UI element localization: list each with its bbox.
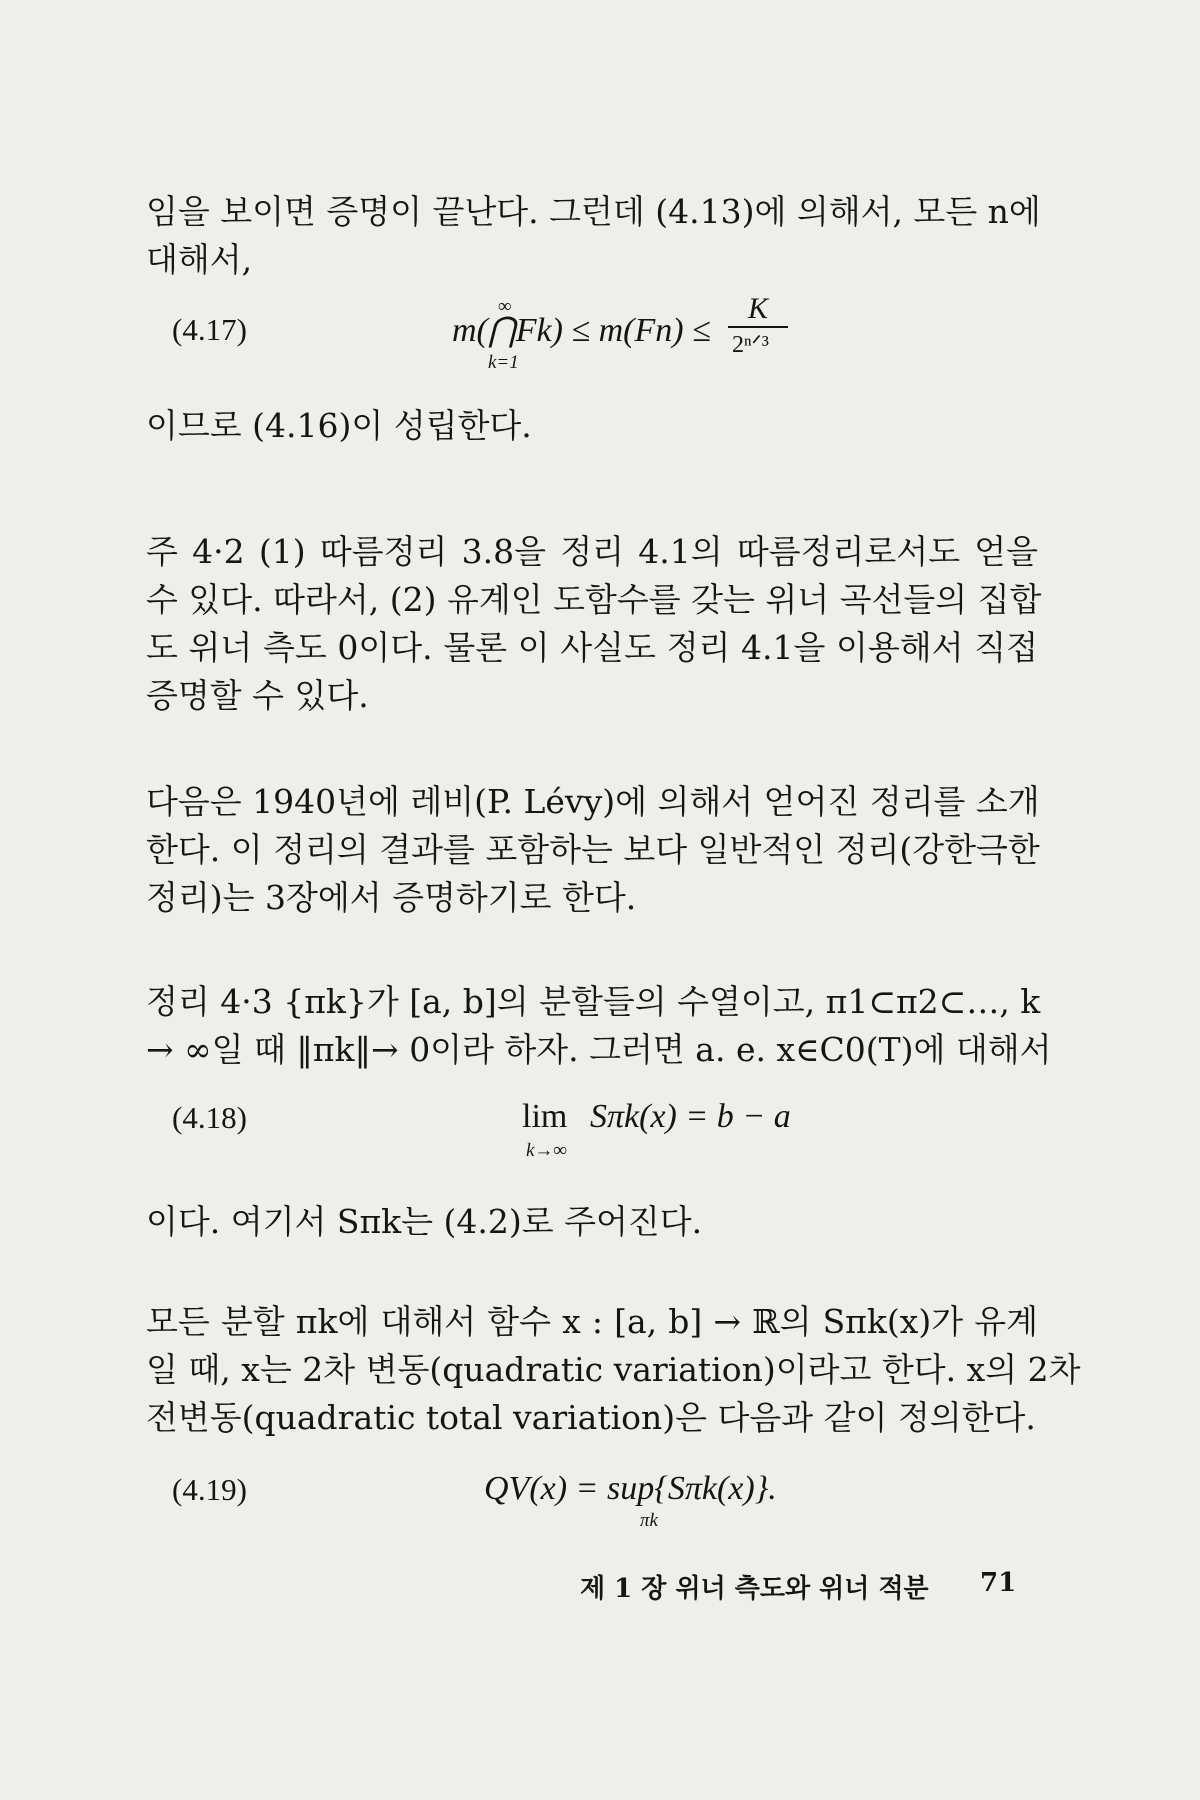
paragraph-line: 한다. 이 정리의 결과를 포함하는 보다 일반적인 정리(강한극한 [146,830,1040,869]
equation-number: (4.18) [172,1100,247,1135]
equation-number: (4.17) [172,312,247,347]
paragraph-line: 전변동(quadratic total variation)은 다음과 같이 정의한다. [146,1398,1036,1437]
equation-4-18: Sπk(x) = b − a [590,1098,791,1135]
limit-operator: lim [522,1098,568,1135]
limit-subscript: k→∞ [526,1140,567,1161]
paragraph-line: 일 때, x는 2차 변동(quadratic variation)이라고 한다. x의 2차 [146,1350,1081,1389]
remark-line: 수 있다. 따라서, (2) 유계인 도함수를 갖는 위너 곡선들의 집합 [146,580,1042,619]
equation-number: (4.19) [172,1472,247,1507]
fraction-numerator: K [748,292,769,325]
running-title: 제 1 장 위너 측도와 위너 적분 [580,1574,929,1604]
theorem-line: → ∞일 때 ‖πk‖→ 0이라 하자. 그러면 a. e. x∈C0(T)에 대해서 [146,1030,1052,1069]
theorem-line: 정리 4·3 {πk}가 [a, b]의 분할들의 수열이고, π1⊂π2⊂…, k [146,982,1041,1021]
fraction-denominator: 2ⁿᐟ³ [732,332,769,358]
paragraph-line: 이므로 (4.16)이 성립한다. [146,406,532,445]
remark-line: 도 위너 측도 0이다. 물론 이 사실도 정리 4.1을 이용해서 직접 [146,628,1038,667]
paragraph-line: 이다. 여기서 Sπk는 (4.2)로 주어진다. [146,1202,703,1241]
sup-subscript: πk [640,1510,658,1531]
paragraph-line: 다음은 1940년에 레비(P. Lévy)에 의해서 얻어진 정리를 소개 [146,782,1040,821]
intersection-lower-limit: k=1 [488,352,519,373]
remark-line: 증명할 수 있다. [146,676,369,715]
fraction-bar [728,326,788,328]
paragraph-line: 모든 분할 πk에 대해서 함수 x : [a, b] → ℝ의 Sπk(x)가 유계 [146,1302,1038,1341]
remark-line: 주 4·2 (1) 따름정리 3.8을 정리 4.1의 따름정리로서도 얻을 [146,532,1038,571]
paragraph-line: 임을 보이면 증명이 끝난다. 그런데 (4.13)에 의해서, 모든 n에 [146,192,1041,231]
intersection-upper-limit: ∞ [498,296,512,317]
page-number: 71 [980,1568,1017,1598]
paragraph-line: 정리)는 3장에서 증명하기로 한다. [146,878,637,917]
equation-4-19: QV(x) = sup{Sπk(x)}. [484,1470,777,1507]
paragraph-line: 대해서, [146,240,253,279]
equation-4-17: m(⋂Fk) ≤ m(Fn) ≤ [452,312,711,349]
